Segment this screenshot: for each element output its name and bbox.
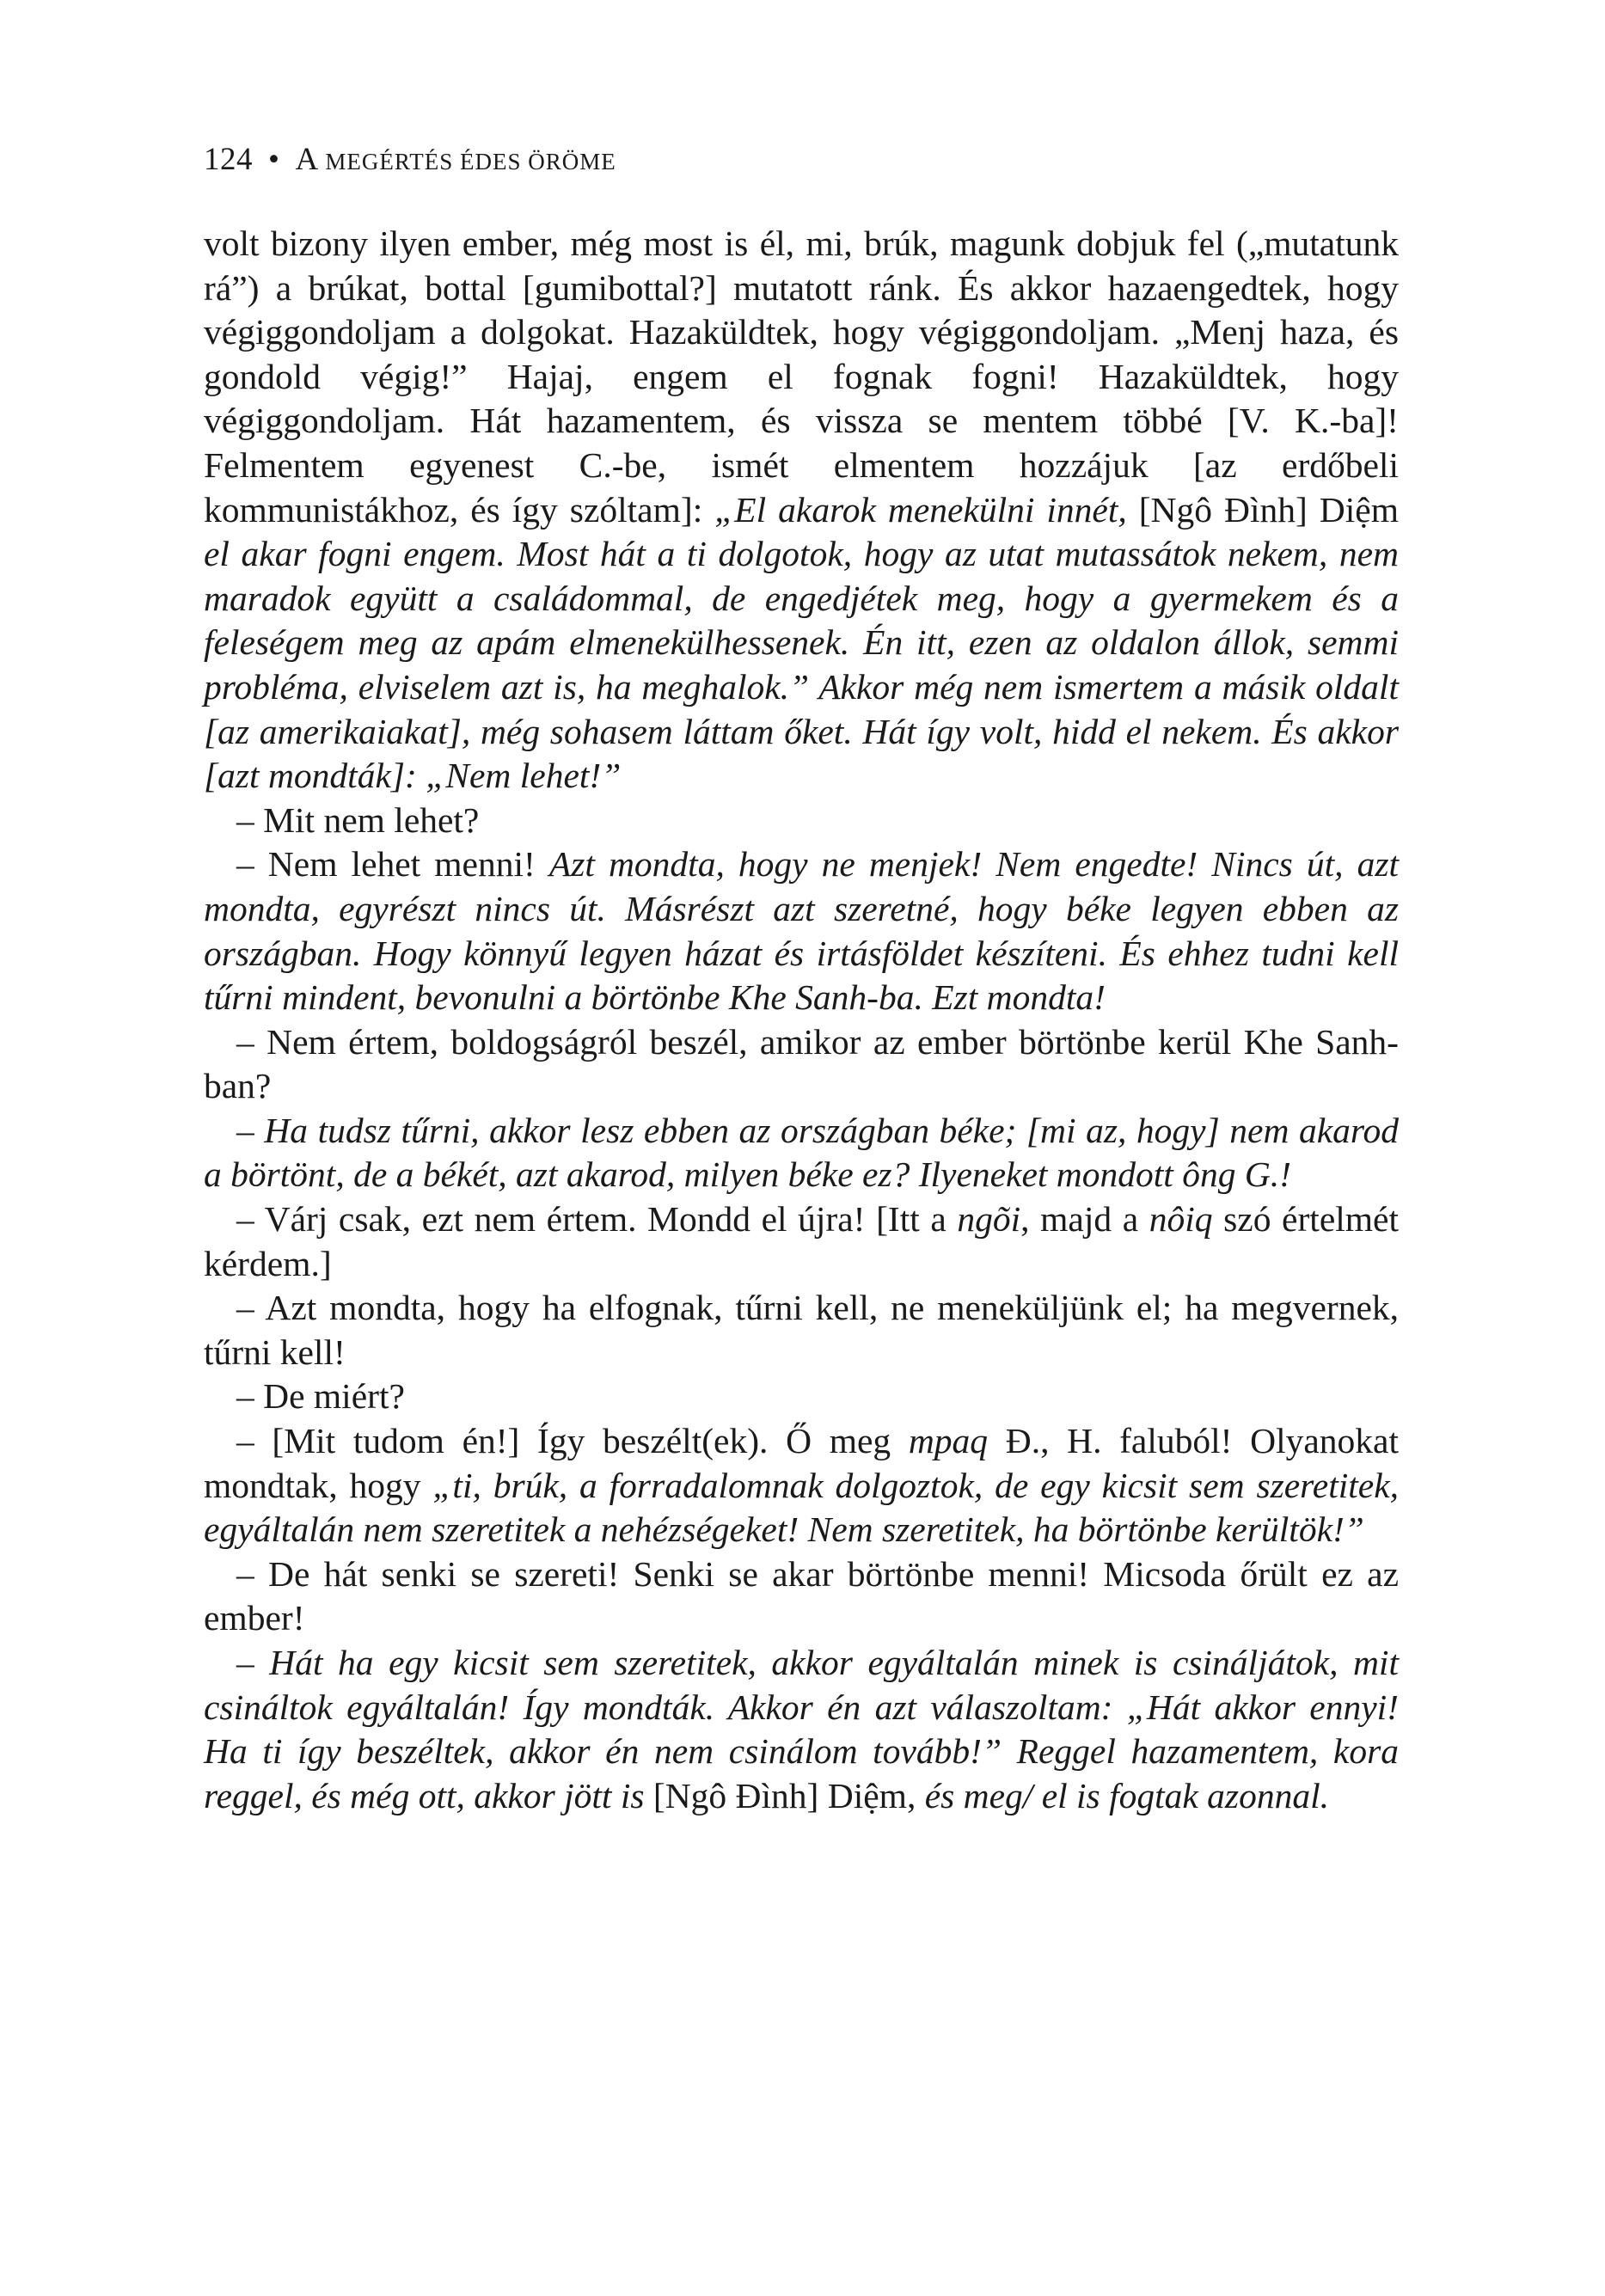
paragraph: [204, 1419, 1399, 1552]
header-separator: •: [268, 142, 280, 177]
text-run: – [Mit tudom én!] Így beszélt(ek). Ő meg: [236, 1421, 909, 1461]
italic-text: mpaq: [908, 1421, 989, 1461]
paragraph: [204, 1197, 1399, 1286]
text-run: Đ., H. faluból! Olyanokat mondtak, hogy: [204, 1421, 1400, 1505]
paragraph: [204, 1552, 1399, 1641]
header-title: MEGÉRTÉS ÉDES ÖRÖME: [325, 149, 616, 174]
text-run: [Ngô Đình] Diệm,: [652, 1775, 925, 1815]
text-run: – De miért?: [236, 1376, 405, 1417]
body-text: [204, 222, 1399, 1818]
text-run: szó értelmét kérdem.]: [204, 1199, 1399, 1283]
italic-text: nôiq: [1149, 1199, 1213, 1240]
paragraph: [204, 222, 1399, 799]
italic-text: ngõi: [957, 1199, 1021, 1240]
italic-text: és meg/ el is fogtak azonnal.: [924, 1775, 1329, 1815]
paragraph: [204, 1109, 1399, 1197]
italic-text: „El akarok menekülni innét,: [714, 489, 1127, 530]
paragraph: [204, 842, 1399, 1019]
running-head: [204, 136, 616, 186]
paragraph: [204, 1020, 1399, 1109]
text-run: – Nem értem, boldogságról beszél, amikor az ember börtönbe kerül Khe Sanh-ban?: [204, 1021, 1399, 1106]
paragraph: [204, 1641, 1399, 1818]
italic-text: – Ha tudsz tűrni, akkor lesz ebben az országban béke; [mi az, hogy] nem akarod a börtönt, de a békét, azt akarod, milyen béke ez? Ilyeneket mondott ông G.!: [204, 1110, 1399, 1195]
italic-text: el akar fogni engem. Most hát a ti dolgotok, hogy az utat mutassátok nekem, nem maradok együtt a családommal, de engedjétek meg, hogy a gyermekem és a feleségem meg az apám elmenekülhessenek. Én itt, ezen az oldalon állok, semmi probléma, elviselem azt is, ha meghalok.” Akkor még nem ismertem a másik oldalt [az amerikaiakat], még sohasem láttam őket. Hát így volt, hidd el nekem. És akkor [azt mondták]: „Nem lehet!”: [204, 534, 1399, 796]
italic-text: „ti, brúk, a forradalomnak dolgoztok, de egy kicsit sem szeretitek, egyáltalán nem szeretitek a nehézségeket! Nem szeretitek, ha börtönbe kerültök!”: [204, 1465, 1400, 1550]
italic-text: Azt mondta, hogy ne menjek! Nem engedte! Nincs út, azt mondta, egyrészt nincs út. Másrészt azt szeretné, hogy béke legyen ebben az országban. Hogy könnyű legyen házat és irtásföldet készíteni. És ehhez tudni kell tűrni mindent, bevonulni a börtönbe Khe Sanh-ba. Ezt mondta!: [204, 844, 1399, 1018]
text-run: – De hát senki se szereti! Senki se akar börtönbe menni! Micsoda őrült ez az ember!: [204, 1553, 1399, 1638]
text-run: [Ngô Đình] Diệm: [1126, 489, 1400, 530]
page-number: 124: [204, 142, 253, 177]
text-run: – Várj csak, ezt nem értem. Mondd el újra! [Itt a: [236, 1199, 958, 1240]
paragraph: [204, 799, 1399, 843]
italic-text: – Hát ha egy kicsit sem szeretitek, akkor egyáltalán minek is csinálјátok, mit csináltok egyáltalán! Így mondták. Akkor én azt válaszoltam: „Hát akkor ennyi! Ha ti így beszéltek, akkor én nem csinálom tovább!” Reggel hazamentem, kora reggel, és még ott, akkor jött is: [204, 1643, 1399, 1815]
text-run: volt bizony ilyen ember, még most is él, mi, brúk, magunk dobjuk fel („mutatunk rá”) a brúkat, bottal [gumibottal?] mutatott ránk. És akkor hazaengedtek, hogy végiggondoljam a dolgokat. Hazaküldtek, hogy végiggondoljam. „Menj haza, és gondold végig!” Hajaj, engem el fognak fogni! Hazaküldtek, hogy végiggondoljam. Hát hazamentem, és vissza se mentem többé [V. K.-ba]! Felmentem egyenest C.-be, ismét elmentem hozzájuk [az erdőbeli kommunistákhoz, és így szóltam]:: [204, 223, 1399, 530]
text-run: – Azt mondta, hogy ha elfognak, tűrni kell, ne meneküljünk el; ha megvernek, tűrni kell!: [204, 1288, 1399, 1372]
header-title-initial: A: [295, 142, 317, 177]
paragraph: [204, 1286, 1399, 1375]
text-run: , majd a: [1020, 1199, 1149, 1240]
text-run: – Mit nem lehet?: [236, 799, 480, 840]
paragraph: [204, 1375, 1399, 1419]
text-run: – Nem lehet menni!: [236, 844, 549, 885]
